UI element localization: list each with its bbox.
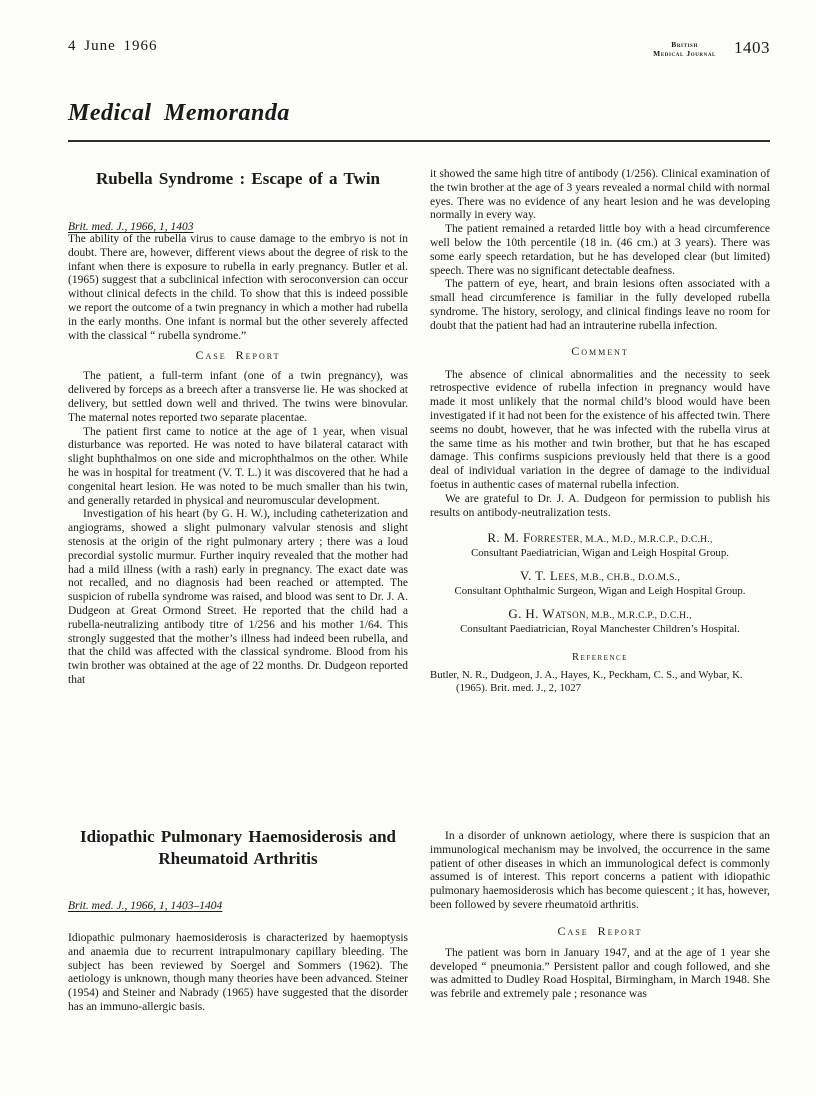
page-number: 1403	[734, 38, 770, 57]
acknowledgement: We are grateful to Dr. J. A. Dudgeon for permission to publish his results on antibody-neutralization tests.	[430, 492, 770, 519]
article2-right-column	[430, 818, 770, 1015]
paragraph: The pattern of eye, heart, and brain lesions often associated with a small head circumference is familiar in the fully developed rubella syndrome. The history, serology, and clinical findings leave no room for doubt that the patient had had an intrauterine rubella infection.	[430, 278, 770, 332]
header-rule	[68, 140, 770, 142]
paragraph: The absence of clinical abnormalities and the necessity to seek retrospective evidence of rubella infection in pregnancy would have made it most unlikely that the normal child’s blood would have been investigated if it had not been for the existence of his affected twin. There seems no doubt, however, that he was infected with the rubella virus at the same time as his mother and twin brother, but that he has escaped damage. This confirms suspicions previously held that there is a good deal of individual variation in the degree of damage to the individual foetus in authentic cases of maternal rubella infection.	[430, 368, 770, 491]
author-name	[430, 607, 770, 623]
paragraph: it showed the same high titre of antibody (1/256). Clinical examination of the twin brother at the age of 3 years revealed a normal child with normal eyes. There was no evidence of any heart lesion and he was developing normally in every way.	[430, 168, 770, 222]
author-list	[430, 531, 770, 635]
paragraph: The patient, a full-term infant (one of a twin pregnancy), was delivered by forceps as a breech after a transverse lie. He was shocked at delivery, but settled down well and thrived. The twins were binovular. The maternal notes reported two separate placentae.	[68, 370, 408, 424]
page-header	[68, 38, 770, 58]
author-name-text: V. T. Lees	[520, 568, 576, 584]
author-entry	[430, 569, 770, 598]
author-name-text: R. M. Forrester	[487, 530, 580, 546]
author-name	[430, 531, 770, 547]
paragraph: Investigation of his heart (by G. H. W.), including catheterization and angiograms, showed a slight pulmonary valvular stenosis and slight stenosis at the origin of the right pulmonary artery ; there was a loud precordial systolic murmur. Further inquiry revealed that the mother had had a mild illness (with a rash) early in pregnancy. The exact date was not recalled, and no diagnosis had been reached or attempted. The suspicion of rubella syndrome was raised, and blood was sent to Dr. J. A. Dudgeon at Great Ormond Street. He reported that the child had a rubella-neutralizing antibody titre of 1/256 and his mother 1/64. This strongly suggested that the mother’s illness had indeed been rubella, and that the child was affected with the classical syndrome. Blood from his twin brother was obtained at the age of 22 months. Dr. Dudgeon reported that	[68, 508, 408, 686]
author-affiliation: Consultant Paediatrician, Wigan and Leigh Hospital Group.	[471, 547, 729, 560]
paragraph: The patient first came to notice at the age of 1 year, when visual disturbance was reported. He was noted to have bilateral cataract with slight buphthalmos on one side and microphthalmos on the other. While he was in hospital for treatment (V. T. L.) it was discovered that he had a congenital heart lesion. He was noted to be much smaller than his twin, and generally retarded in physical and neuromuscular development.	[68, 425, 408, 507]
article2-title-line2: Rheumatoid Arthritis	[158, 849, 318, 868]
paragraph: The patient remained a retarded little boy with a head circumference well below the 10th percentile (18 in. (46 cm.) at 3 years). There was some early speech retardation, but he has developed clear (but limited) speech. There was no significant detectable deafness.	[430, 223, 770, 277]
article1-title: Rubella Syndrome : Escape of a Twin	[95, 169, 381, 188]
case-report-heading: Case Report	[195, 348, 281, 363]
journal-name-line2: Medical Journal	[653, 48, 716, 58]
author-entry	[430, 607, 770, 636]
author-name	[430, 569, 770, 585]
author-qualifications: , M.B., M.R.C.P., D.C.H.,	[585, 610, 692, 621]
header-right-group	[653, 38, 770, 58]
case-report-heading: Case Report	[557, 923, 643, 938]
article-pulmonary-haemosiderosis	[68, 818, 770, 1015]
author-qualifications: , M.A., M.D., M.R.C.P., D.C.H.,	[579, 535, 713, 546]
article2-title	[68, 826, 408, 870]
paragraph: The patient was born in January 1947, and at the age of 1 year she developed “ pneumonia.” Persistent pallor and cough followed, and she was admitted to Dudley Road Hospital, Birmingham, in March 1948. She was febrile and extremely pale ; resonance was	[430, 946, 770, 1001]
article1-intro-paragraph: The ability of the rubella virus to cause damage to the embryo is not in doubt. There are, however, different views about the degree of risk to the infant when there is exposure to rubella in early pregnancy. Butler et al. (1965) suggest that a subclinical infection with seroconversion can occur without clinical defects in the child. To show that this is indeed possible we report the outcome of a twin pregnancy in which a mother had rubella in the early months. One infant is normal but the other severely affected with the classical “ rubella syndrome.”	[68, 233, 408, 342]
article2-title-line1: Idiopathic Pulmonary Haemosiderosis and	[80, 827, 396, 846]
article2-intro-paragraph: Idiopathic pulmonary haemosiderosis is characterized by haemoptysis and anaemia due to recurrent intrapulmonary capillary bleeding. The subject has been reviewed by Soergel and Sommers (1962). The aetiology is unknown, though many theories have been advanced. Steiner (1954) and Steiner and Nabrady (1965) have suggested that the disorder has an immuno-allergic basis.	[68, 932, 408, 1013]
issue-date: 4 June 1966	[68, 38, 158, 54]
article2-citation: Brit. med. J., 1966, 1, 1403–1404	[68, 900, 223, 912]
author-name-text: G. H. Watson	[508, 605, 586, 621]
author-affiliation: Consultant Paediatrician, Royal Manchester Children’s Hospital.	[460, 622, 740, 635]
reference-entry: Butler, N. R., Dudgeon, J. A., Hayes, K., Peckham, C. S., and Wybar, K. (1965). Brit. med. J., 2, 1027	[430, 668, 743, 694]
author-affiliation: Consultant Ophthalmic Surgeon, Wigan and Leigh Hospital Group.	[454, 585, 746, 598]
author-entry	[430, 531, 770, 560]
article1-right-column	[430, 168, 770, 694]
article2-left-column	[68, 818, 408, 1015]
journal-name	[653, 38, 716, 58]
page-content	[68, 38, 770, 1013]
article-rubella-syndrome	[68, 168, 770, 694]
article1-left-column	[68, 168, 408, 694]
paragraph: In a disorder of unknown aetiology, where there is suspicion that an immunological mechanism may be involved, the occurrence in the same patient of other diseases in which an immunological defect is commonly assumed is of interest. This report concerns a patient with idiopathic pulmonary haemosiderosis which has become quiescent ; it has, however, been followed by severe rheumatoid arthritis.	[430, 830, 770, 911]
author-qualifications: , M.B., CH.B., D.O.M.S.,	[575, 573, 680, 584]
reference-heading: Reference	[572, 651, 628, 663]
comment-heading: Comment	[571, 343, 629, 358]
journal-name-line1: British	[671, 40, 698, 49]
section-title: Medical Memoranda	[68, 100, 290, 126]
article1-citation: Brit. med. J., 1966, 1, 1403	[68, 221, 194, 233]
